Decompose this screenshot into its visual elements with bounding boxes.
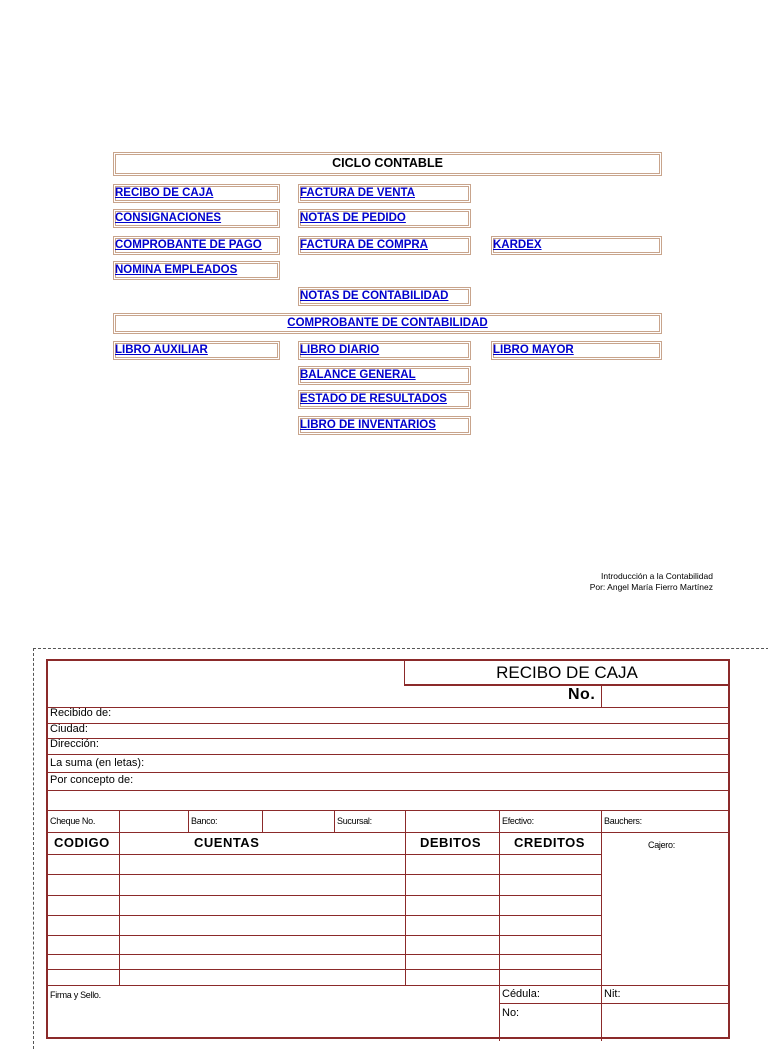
sucursal-label: Sucursal: [337, 816, 372, 826]
row-line [48, 969, 601, 970]
row-line [48, 954, 601, 955]
link-kardex[interactable]: KARDEX [493, 239, 542, 251]
row-line [48, 895, 601, 896]
link-nomina-empleados[interactable]: NOMINA EMPLEADOS [115, 264, 238, 276]
link-libro-inventarios[interactable]: LIBRO DE INVENTARIOS [300, 419, 436, 431]
link-notas-contabilidad[interactable]: NOTAS DE CONTABILIDAD [300, 290, 449, 302]
col-line [119, 832, 120, 986]
row-line [48, 754, 730, 755]
row-line [48, 985, 730, 986]
concepto-label: Por concepto de: [50, 774, 134, 786]
link-comprobante-pago[interactable]: COMPROBANTE DE PAGO [115, 239, 262, 251]
link-estado-resultados[interactable]: ESTADO DE RESULTADOS [300, 393, 447, 405]
link-balance-general[interactable]: BALANCE GENERAL [300, 369, 416, 381]
col-line [601, 810, 602, 1041]
row-line [499, 1003, 730, 1004]
row-line [48, 790, 730, 791]
title-underline [404, 684, 730, 686]
link-notas-pedido[interactable]: NOTAS DE PEDIDO [300, 212, 406, 224]
bauchers-label: Bauchers: [604, 816, 642, 826]
creditos-header: CREDITOS [514, 835, 585, 850]
efectivo-label: Efectivo: [502, 816, 534, 826]
row-line [48, 854, 601, 855]
receipt-form [46, 659, 730, 1039]
col-line [405, 832, 406, 986]
receipt-title: RECIBO DE CAJA [496, 663, 638, 682]
cheque-label: Cheque No. [50, 816, 96, 826]
row-line [48, 832, 730, 833]
row-line [48, 707, 730, 708]
col-line [405, 810, 406, 832]
firma-label: Firma y Sello. [50, 990, 101, 1000]
link-libro-diario[interactable]: LIBRO DIARIO [300, 344, 380, 356]
row-line [48, 810, 730, 811]
nit-label: Nit: [604, 988, 621, 1000]
direccion-label: Dirección: [50, 738, 99, 750]
number-divider [601, 685, 602, 707]
col-line [499, 810, 500, 1041]
col-line [188, 810, 189, 832]
cajero-label: Cajero: [648, 840, 675, 850]
no-label: No: [502, 1007, 520, 1019]
link-comprobante-contabilidad[interactable]: COMPROBANTE DE CONTABILIDAD [287, 317, 488, 329]
suma-label: La suma (en letas): [50, 757, 145, 769]
link-recibo-caja[interactable]: RECIBO DE CAJA [115, 187, 214, 199]
recibido-label: Recibido de: [50, 707, 112, 719]
col-line [119, 810, 120, 832]
row-line [48, 915, 601, 916]
col-line [334, 810, 335, 832]
col-line [262, 810, 263, 832]
link-libro-auxiliar[interactable]: LIBRO AUXILIAR [115, 344, 208, 356]
row-line [48, 738, 730, 739]
page-title: CICLO CONTABLE [332, 156, 443, 170]
cedula-label: Cédula: [502, 988, 540, 1000]
banco-label: Banco: [191, 816, 218, 826]
row-line [48, 935, 601, 936]
row-line [48, 874, 601, 875]
codigo-header: CODIGO [54, 835, 110, 850]
link-factura-venta[interactable]: FACTURA DE VENTA [300, 187, 415, 199]
link-libro-mayor[interactable]: LIBRO MAYOR [493, 344, 574, 356]
link-factura-compra[interactable]: FACTURA DE COMPRA [300, 239, 428, 251]
row-line [48, 723, 730, 724]
credit-line-2: Por: Angel María Fierro Martínez [589, 582, 713, 592]
number-label: No. [568, 686, 596, 703]
credit-line-1: Introducción a la Contabilidad [601, 571, 713, 581]
debitos-header: DEBITOS [420, 835, 482, 850]
link-consignaciones[interactable]: CONSIGNACIONES [115, 212, 222, 224]
cuentas-header: CUENTAS [194, 835, 260, 850]
ciudad-label: Ciudad: [50, 723, 88, 735]
row-line [48, 772, 730, 773]
